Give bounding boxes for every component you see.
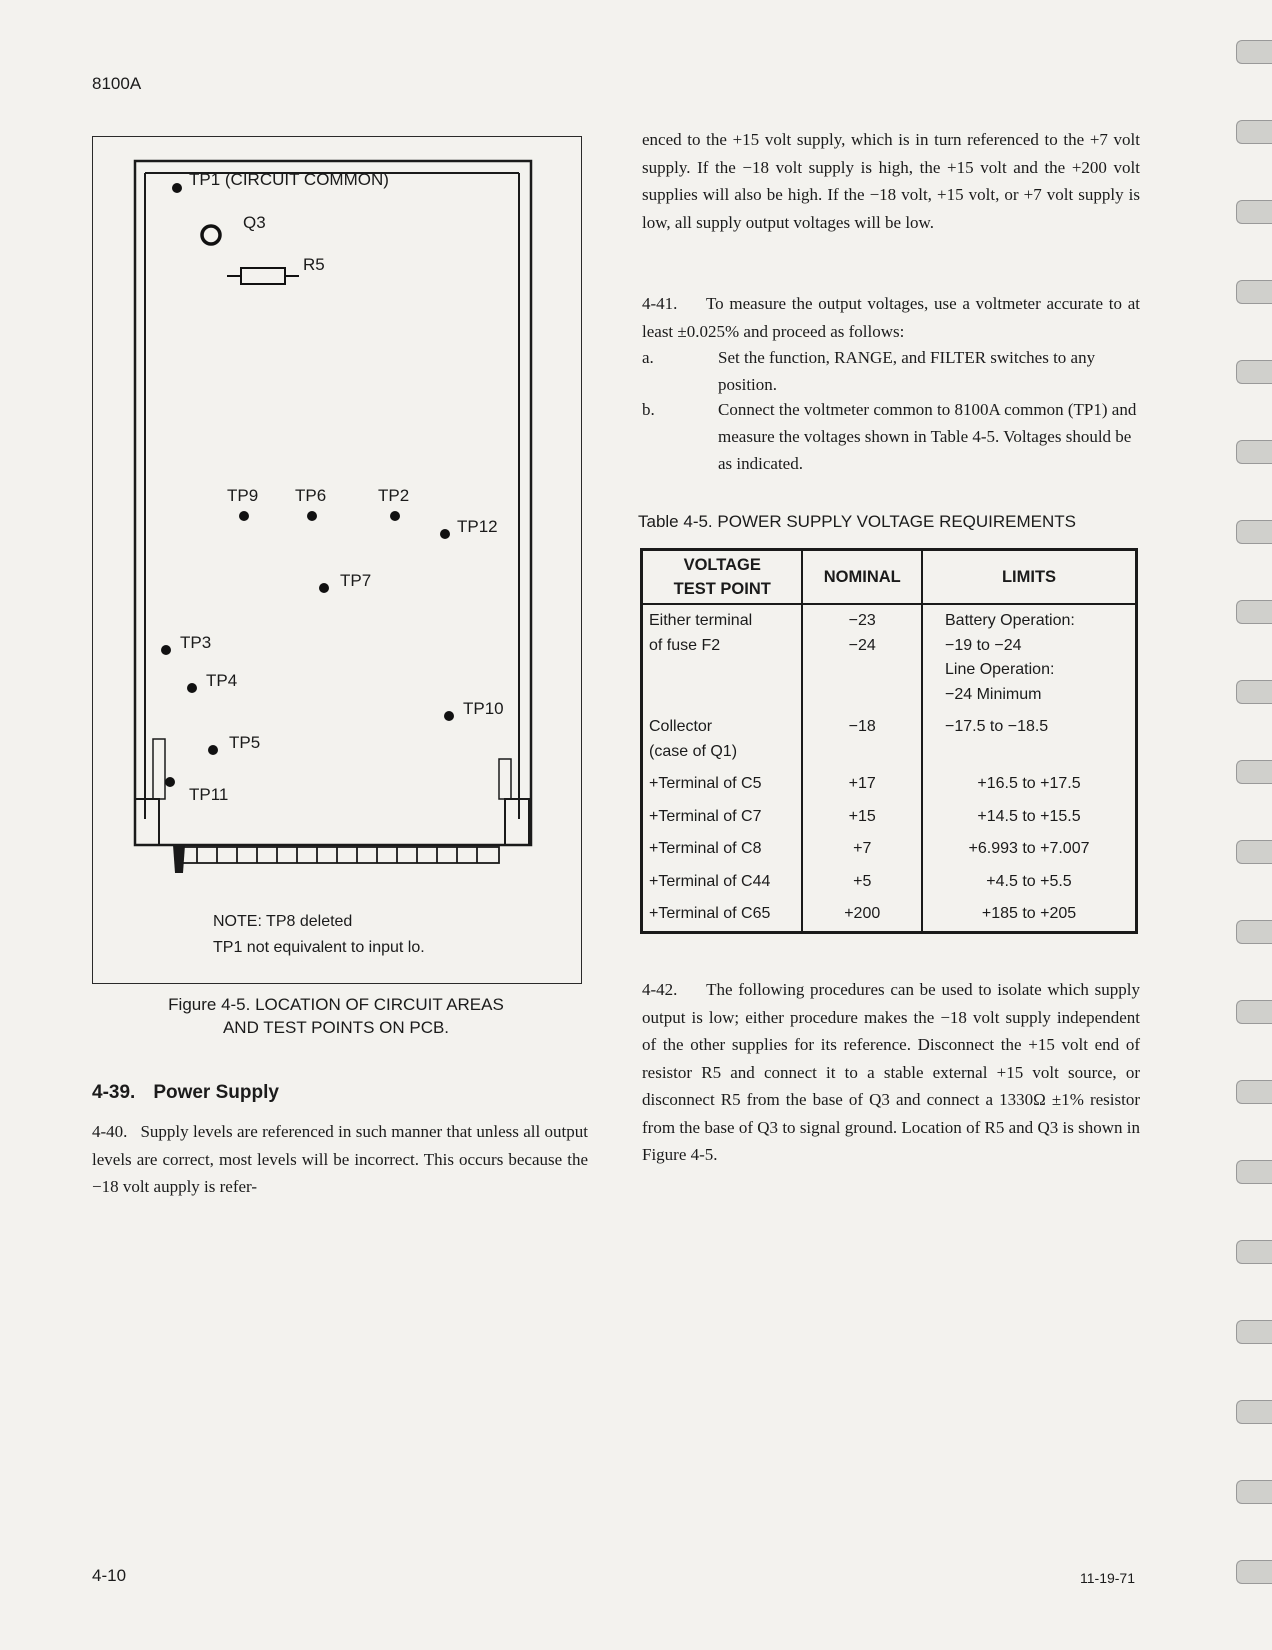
table-title: Table 4-5. POWER SUPPLY VOLTAGE REQUIREMENTS bbox=[638, 512, 1077, 531]
binding-ring bbox=[1236, 1000, 1272, 1024]
page-number: 4-10 bbox=[92, 1566, 127, 1585]
cell-limits: +4.5 to +5.5 bbox=[922, 866, 1137, 899]
figure-caption-line2: AND TEST POINTS ON PCB. bbox=[222, 1018, 450, 1037]
header-test-point bbox=[642, 550, 803, 605]
table-row bbox=[642, 768, 1137, 801]
tp5-label: TP5 bbox=[229, 733, 261, 752]
step-b-text: Connect the voltmeter common to 8100A common (TP1) and measure the voltages shown in Table 4-5. Voltages should be as indicated. bbox=[718, 400, 1137, 473]
cell-text: Collector bbox=[649, 718, 713, 735]
tp10-label: TP10 bbox=[463, 699, 504, 718]
table-header-row bbox=[642, 550, 1137, 605]
cell-limits: +14.5 to +15.5 bbox=[922, 801, 1137, 834]
step-a-marker: a. bbox=[642, 348, 654, 367]
figure-caption bbox=[92, 993, 580, 1039]
cell-text: −19 to −24 bbox=[945, 636, 1022, 654]
step-b bbox=[642, 396, 1140, 476]
step-a bbox=[642, 344, 1140, 398]
cell-text: −24 Minimum bbox=[945, 685, 1042, 703]
binding-ring bbox=[1236, 280, 1272, 304]
paragraph-text: The following procedures can be used to isolate which supply output is low; either procedure makes the −18 volt supply independent of the other supplies for its reference. Disconnect the +15 volt end of resistor R5 and connect it to a stable external +15 volt source, or disconnect R5 from the base of Q3 and connect a 1330Ω ±1% resistor from the base of Q3 to signal ground. Location of R5 and Q3 is shown in Figure 4-5. bbox=[642, 980, 1140, 1164]
binding-ring bbox=[1236, 920, 1272, 944]
tp9-label: TP9 bbox=[227, 486, 259, 505]
paragraph-continuation: enced to the +15 volt supply, which is in turn referenced to the +7 volt supply. If the −18 volt supply is high, the +15 volt and the +200 volt supplies will also be high. If the −18 volt, +15 volt, or +7 volt supply is low, all supply output voltages will be low. bbox=[642, 130, 1140, 232]
cell-test-point: +Terminal of C65 bbox=[642, 898, 803, 932]
paragraph-4-42 bbox=[642, 976, 1140, 1169]
figure-note-line1: NOTE: TP8 deleted bbox=[213, 913, 353, 930]
binding-ring bbox=[1236, 840, 1272, 864]
binding-ring bbox=[1236, 1480, 1272, 1504]
cell-text: −23 bbox=[848, 612, 876, 629]
paragraph-4-40 bbox=[92, 1118, 588, 1201]
cell-text: Battery Operation: bbox=[945, 612, 1075, 629]
binding-ring bbox=[1236, 200, 1272, 224]
binding-ring bbox=[1236, 1560, 1272, 1584]
cell-nominal: +17 bbox=[802, 768, 922, 801]
cell-nominal bbox=[802, 604, 922, 711]
table-row bbox=[642, 604, 1137, 711]
cell-limits: +16.5 to +17.5 bbox=[922, 768, 1137, 801]
pcb-outline-drawing bbox=[133, 159, 533, 873]
cell-nominal: +5 bbox=[802, 866, 922, 899]
tp5-dot bbox=[208, 745, 218, 755]
tp2-label: TP2 bbox=[378, 486, 410, 505]
cell-text: Line Operation: bbox=[945, 661, 1055, 678]
cell-test-point: +Terminal of C5 bbox=[642, 768, 803, 801]
tp4-label: TP4 bbox=[206, 671, 238, 690]
tp3-dot bbox=[161, 645, 171, 655]
table-row bbox=[642, 801, 1137, 834]
binding-ring bbox=[1236, 40, 1272, 64]
tp4-dot bbox=[187, 683, 197, 693]
paragraph-text: Supply levels are referenced in such manner that unless all output levels are correct, most levels will be incorrect. This occurs because the −18 volt aupply is refer- bbox=[92, 1122, 589, 1196]
table-row bbox=[642, 833, 1137, 866]
tp11-label: TP11 bbox=[189, 785, 229, 804]
paragraph-number: 4-42. bbox=[642, 980, 678, 999]
cell-limits: +6.993 to +7.007 bbox=[922, 833, 1137, 866]
cell-test-point: +Terminal of C7 bbox=[642, 801, 803, 834]
tp2-dot bbox=[390, 511, 400, 521]
binding-ring bbox=[1236, 680, 1272, 704]
table-row bbox=[642, 866, 1137, 899]
voltage-requirements-table bbox=[640, 548, 1138, 934]
binding-ring bbox=[1236, 600, 1272, 624]
tp12-label: TP12 bbox=[457, 517, 498, 536]
tp1-dot bbox=[172, 183, 182, 193]
cell-nominal: +200 bbox=[802, 898, 922, 932]
binding-ring bbox=[1236, 1080, 1272, 1104]
header-nominal: NOMINAL bbox=[802, 550, 922, 605]
cell-nominal: +7 bbox=[802, 833, 922, 866]
pcb-figure bbox=[92, 136, 582, 984]
cell-nominal: −18 bbox=[802, 711, 922, 768]
section-heading bbox=[92, 1082, 279, 1104]
cell-nominal: +15 bbox=[802, 801, 922, 834]
r5-label: R5 bbox=[303, 255, 325, 274]
paragraph-number: 4-40. bbox=[92, 1122, 128, 1141]
binding-ring bbox=[1236, 440, 1272, 464]
cell-test-point: +Terminal of C44 bbox=[642, 866, 803, 899]
binding-ring bbox=[1236, 1400, 1272, 1424]
tp12-dot bbox=[440, 529, 450, 539]
tp3-label: TP3 bbox=[180, 633, 212, 652]
q3-label: Q3 bbox=[243, 213, 266, 232]
tp6-label: TP6 bbox=[295, 486, 327, 505]
cell-text: Either terminal bbox=[649, 612, 753, 629]
figure-caption-line1: Figure 4-5. LOCATION OF CIRCUIT AREAS bbox=[168, 995, 504, 1014]
binding-ring bbox=[1236, 1240, 1272, 1264]
cell-limits: +185 to +205 bbox=[922, 898, 1137, 932]
paragraph-number: 4-41. bbox=[642, 294, 678, 313]
binding-ring bbox=[1236, 1160, 1272, 1184]
tp1-label: TP1 (CIRCUIT COMMON) bbox=[189, 170, 389, 189]
step-b-marker: b. bbox=[642, 400, 655, 419]
paragraph-4-41 bbox=[642, 290, 1140, 345]
figure-note-line2: TP1 not equivalent to input lo. bbox=[213, 939, 425, 956]
binding-ring bbox=[1236, 360, 1272, 384]
tp7-label: TP7 bbox=[340, 571, 372, 590]
tp6-dot bbox=[307, 511, 317, 521]
tp11-dot bbox=[165, 777, 175, 787]
page-header-model: 8100A bbox=[92, 74, 142, 93]
cell-limits bbox=[922, 604, 1137, 711]
tp10-dot bbox=[444, 711, 454, 721]
paragraph-text: To measure the output voltages, use a voltmeter accurate to at least ±0.025% and proceed as follows: bbox=[642, 294, 1141, 341]
header-test-point-line2: TEST POINT bbox=[673, 580, 771, 598]
cell-text: −24 bbox=[848, 636, 876, 654]
binding-ring bbox=[1236, 520, 1272, 544]
section-title: Power Supply bbox=[153, 1082, 279, 1103]
header-test-point-line1: VOLTAGE bbox=[683, 556, 761, 574]
binding-ring bbox=[1236, 760, 1272, 784]
header-limits: LIMITS bbox=[922, 550, 1137, 605]
step-a-text: Set the function, RANGE, and FILTER switches to any position. bbox=[718, 348, 1096, 394]
cell-text: (case of Q1) bbox=[649, 742, 738, 760]
revision-date: 11-19-71 bbox=[1080, 1570, 1136, 1586]
cell-text: of fuse F2 bbox=[649, 636, 721, 654]
cell-test-point bbox=[642, 604, 803, 711]
tp7-dot bbox=[319, 583, 329, 593]
binding-ring bbox=[1236, 120, 1272, 144]
cell-test-point: +Terminal of C8 bbox=[642, 833, 803, 866]
table-row bbox=[642, 898, 1137, 932]
tp9-dot bbox=[239, 511, 249, 521]
cell-limits: −17.5 to −18.5 bbox=[922, 711, 1137, 768]
cell-test-point bbox=[642, 711, 803, 768]
section-number: 4-39. bbox=[92, 1082, 136, 1103]
binding-ring bbox=[1236, 1320, 1272, 1344]
table-row bbox=[642, 711, 1137, 768]
